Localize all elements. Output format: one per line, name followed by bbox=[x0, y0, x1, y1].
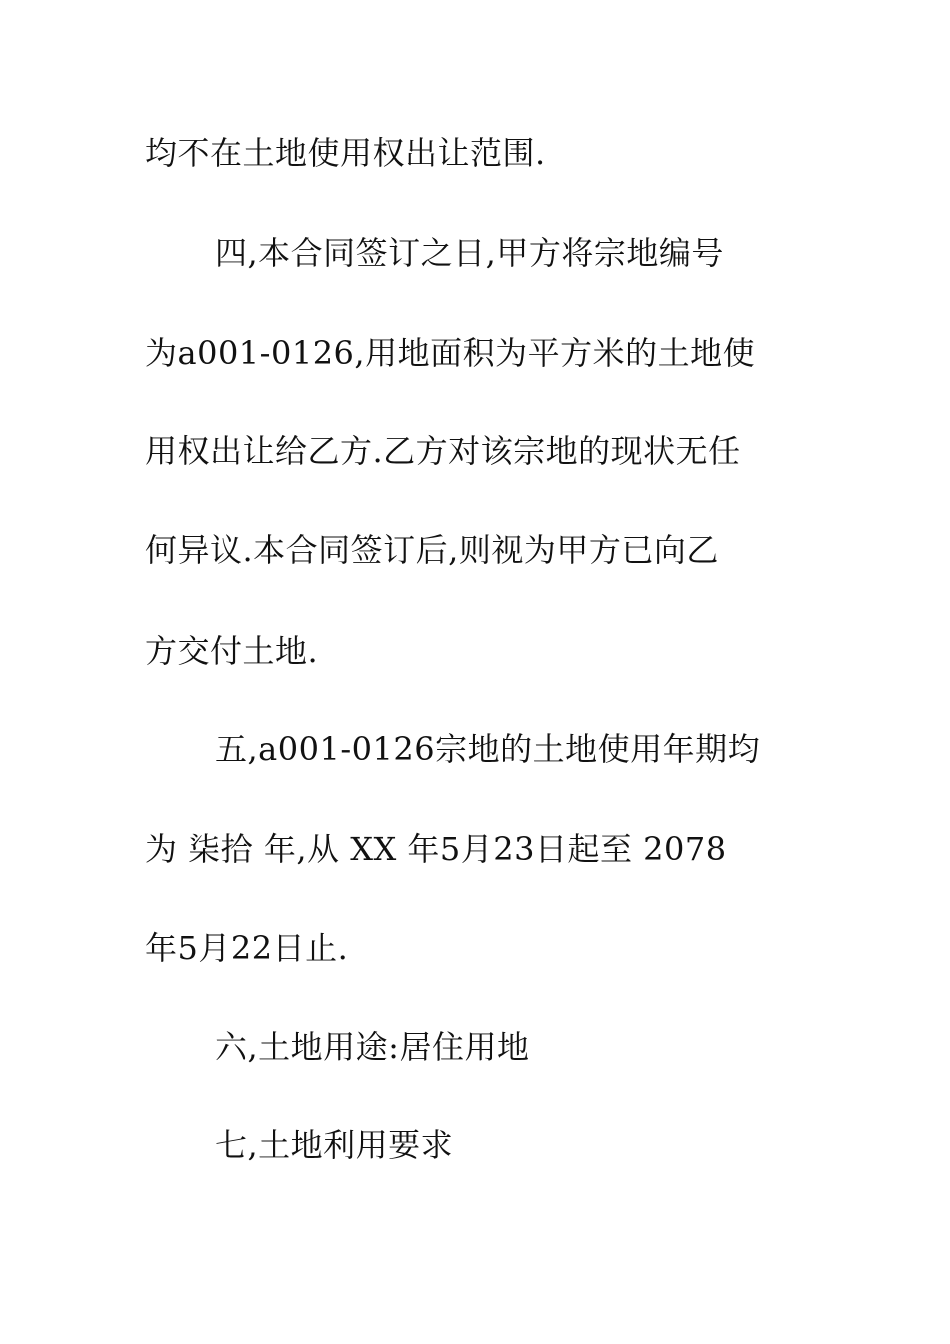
text-line-6: 方交付土地. bbox=[145, 632, 319, 670]
text-line-3: 为a001-0126,用地面积为平方米的土地使 bbox=[145, 334, 756, 372]
clause-5-heading-line: 五,a001-0126宗地的土地使用年期均 bbox=[215, 730, 761, 768]
text-line-9: 年5月22日止. bbox=[145, 929, 349, 967]
clause-7-heading-line: 七,土地利用要求 bbox=[215, 1126, 454, 1164]
text-line-4: 用权出让给乙方.乙方对该宗地的现状无任 bbox=[145, 432, 741, 470]
clause-6-land-use-line: 六,土地用途:居住用地 bbox=[215, 1028, 530, 1066]
text-line-5: 何异议.本合同签订后,则视为甲方已向乙 bbox=[145, 531, 719, 569]
clause-4-heading-line: 四,本合同签订之日,甲方将宗地编号 bbox=[215, 234, 724, 272]
text-line-1: 均不在土地使用权出让范围. bbox=[145, 134, 546, 172]
text-line-8: 为 柒拾 年,从 XX 年5月23日起至 2078 bbox=[145, 830, 727, 868]
